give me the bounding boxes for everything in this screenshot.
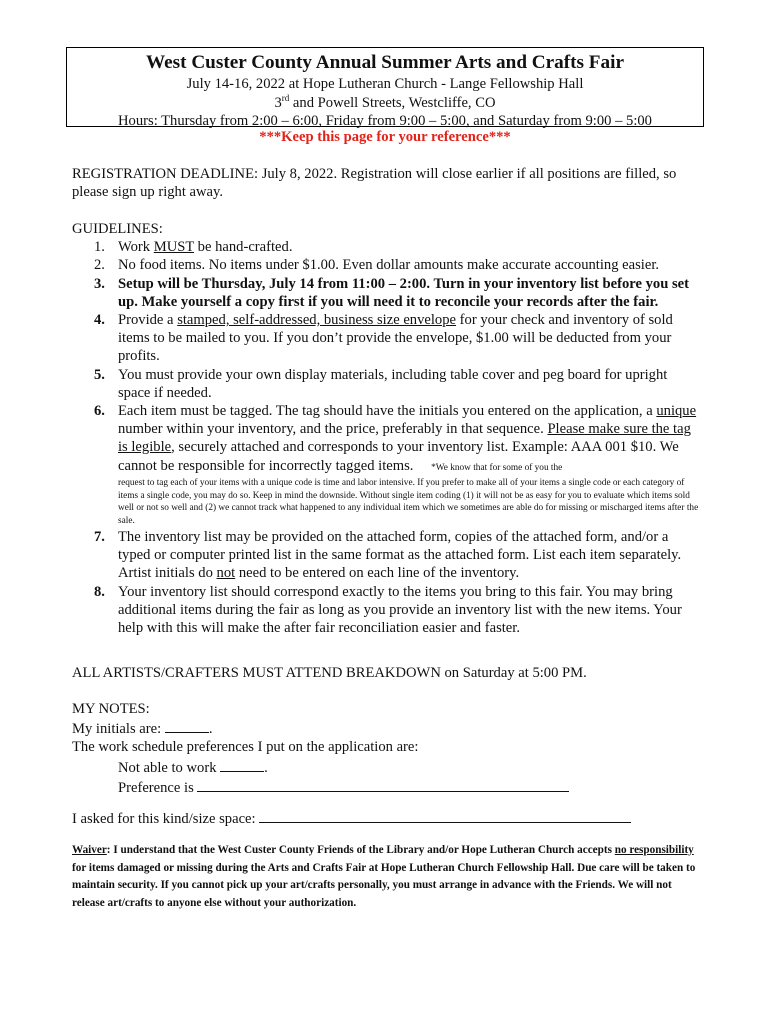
guideline-text: be hand-crafted.	[194, 239, 293, 256]
guideline-text: for your check and inventory of sold items to be mailed to you. If you don’t provide the envelope, $1.00 will be deducted from your profits.	[118, 312, 673, 365]
guideline-text: The inventory list may be provided on the attached form, copies of the attached form, and/or a typed or computer printed list in the same format as the attached form. List each item separately. Artist initials do	[118, 529, 682, 582]
initials-line	[72, 718, 702, 738]
address-ordinal: rd	[281, 92, 290, 103]
guideline-text: Setup will be Thursday, July 14 from 11:00 – 2:00. Turn in your inventory list before you set up. Make yourself a copy first if you will need it to reconcile your records after the fair.	[118, 275, 689, 310]
guideline-number: 2.	[94, 257, 105, 274]
waiver-label: Waiver	[72, 844, 107, 856]
guideline-text: No food items. No items under $1.00. Even dollar amounts make accurate accounting easier.	[118, 257, 660, 274]
keep-note: ***Keep this page for your reference***	[259, 129, 511, 145]
guideline-item	[72, 583, 702, 638]
guideline-text: Your inventory list should correspond exactly to the items you bring to this fair. You may bring additional items during the fair as long as you provide an inventory list with the new items. Your help with this will make the after fair reconciliation easier and faster.	[118, 583, 682, 637]
guideline-emphasis: unique	[656, 403, 697, 420]
event-dates-location: July 14-16, 2022 at Hope Lutheran Church - Lange Fellowship Hall	[186, 76, 584, 92]
notes-section	[72, 700, 702, 797]
preference-label: Preference is	[118, 779, 198, 796]
initials-end: .	[208, 721, 213, 738]
tagging-note-detail: request to tag each of your items with a unique code is time and labor intensive. If you prefer to make all of your items a single code or each category of items a single code, you may do so. Keep in mind the downside. Without single item coding (1) it will not be as easy for you to evaluate which items sold well or not so well and (2) we cannot track what happened to any individual item which we sometimes are able do for missing or mischarged items after the sale.	[118, 477, 699, 527]
address-rest: and Powell Streets, Westcliffe, CO	[289, 94, 496, 111]
guideline-text: number within your inventory, and the price, preferably in that sequence.	[118, 421, 548, 438]
initials-blank[interactable]	[165, 718, 209, 733]
guidelines-list	[72, 238, 702, 637]
guideline-text: You must provide your own display materials, including table cover and peg board for upright space if needed.	[118, 366, 668, 401]
waiver	[72, 842, 702, 912]
waiver-text: : I understand that the West Custer County Friends of the Library and/or Hope Lutheran Church accepts	[106, 844, 615, 856]
guideline-text: Provide a	[118, 312, 178, 329]
event-hours: Hours: Thursday from 2:00 – 6:00, Friday from 9:00 – 5:00, and Saturday from 9:00 – 5:00	[118, 113, 652, 129]
notes-heading: MY NOTES:	[72, 701, 150, 717]
guideline-text: , securely attached and corresponds to your inventory list. Example: AAA 001 $10. We cannot be responsible for incorrectly tagged items.	[118, 439, 679, 474]
registration-deadline	[72, 165, 702, 201]
page-title: West Custer County Annual Summer Arts and Crafts Fair	[146, 52, 624, 73]
breakdown-notice	[72, 664, 702, 682]
guideline-emphasis: MUST	[153, 239, 195, 256]
guideline-item	[72, 366, 702, 402]
schedule-label: The work schedule preferences I put on the application are:	[72, 739, 419, 756]
guideline-number: 1.	[94, 239, 105, 256]
event-address	[67, 94, 703, 113]
guideline-text: need to be entered on each line of the inventory.	[235, 565, 520, 582]
guideline-item	[72, 311, 702, 366]
header-box	[66, 47, 704, 127]
preference-blank[interactable]	[197, 777, 569, 792]
preference-line	[72, 777, 702, 797]
guideline-number: 8.	[94, 583, 105, 600]
guideline-emphasis: not	[216, 565, 236, 582]
guideline-text: Work	[118, 239, 154, 256]
registration-text: REGISTRATION DEADLINE: July 8, 2022. Registration will close earlier if all positions are filled, so please sign up right away.	[72, 166, 677, 201]
guideline-number: 6.	[94, 403, 105, 420]
breakdown-text: ALL ARTISTS/CRAFTERS MUST ATTEND BREAKDOWN on Saturday at 5:00 PM.	[72, 665, 587, 681]
guideline-item	[72, 402, 702, 528]
initials-label: My initials are:	[72, 721, 165, 738]
guideline-emphasis: Please make sure the tag is legible	[118, 421, 691, 456]
guideline-item	[72, 256, 702, 274]
guideline-item	[72, 238, 702, 256]
not-able-end: .	[264, 759, 268, 776]
guideline-item	[72, 275, 702, 311]
space-blank[interactable]	[259, 808, 631, 823]
guideline-number: 5.	[94, 366, 105, 383]
space-label: I asked for this kind/size space:	[72, 811, 260, 827]
guidelines-section	[72, 220, 702, 637]
guideline-number: 7.	[94, 529, 105, 546]
waiver-text: for items damaged or missing during the Arts and Crafts Fair at Hope Lutheran Church Fellowship Hall. Due care will be taken to maintain security. If you cannot pick up your art/crafts personally, you must arrange in advance with the Friends. We will not release art/crafts to anyone else without your authorization.	[72, 861, 696, 909]
tagging-note: *We know that for some of you the	[431, 462, 563, 473]
guideline-number: 4.	[94, 312, 105, 329]
guideline-number: 3.	[94, 275, 105, 292]
not-able-line	[72, 757, 702, 777]
space-line	[72, 808, 702, 828]
guideline-text: Each item must be tagged. The tag should have the initials you entered on the application, a	[118, 403, 657, 420]
address-number: 3	[274, 94, 282, 111]
not-able-blank[interactable]	[220, 757, 264, 772]
waiver-emphasis: no responsibility	[614, 844, 694, 856]
guideline-item	[72, 528, 702, 583]
not-able-label: Not able to work	[118, 759, 221, 776]
guideline-emphasis: stamped, self-addressed, business size envelope	[177, 312, 457, 329]
guidelines-heading: GUIDELINES:	[72, 221, 163, 237]
